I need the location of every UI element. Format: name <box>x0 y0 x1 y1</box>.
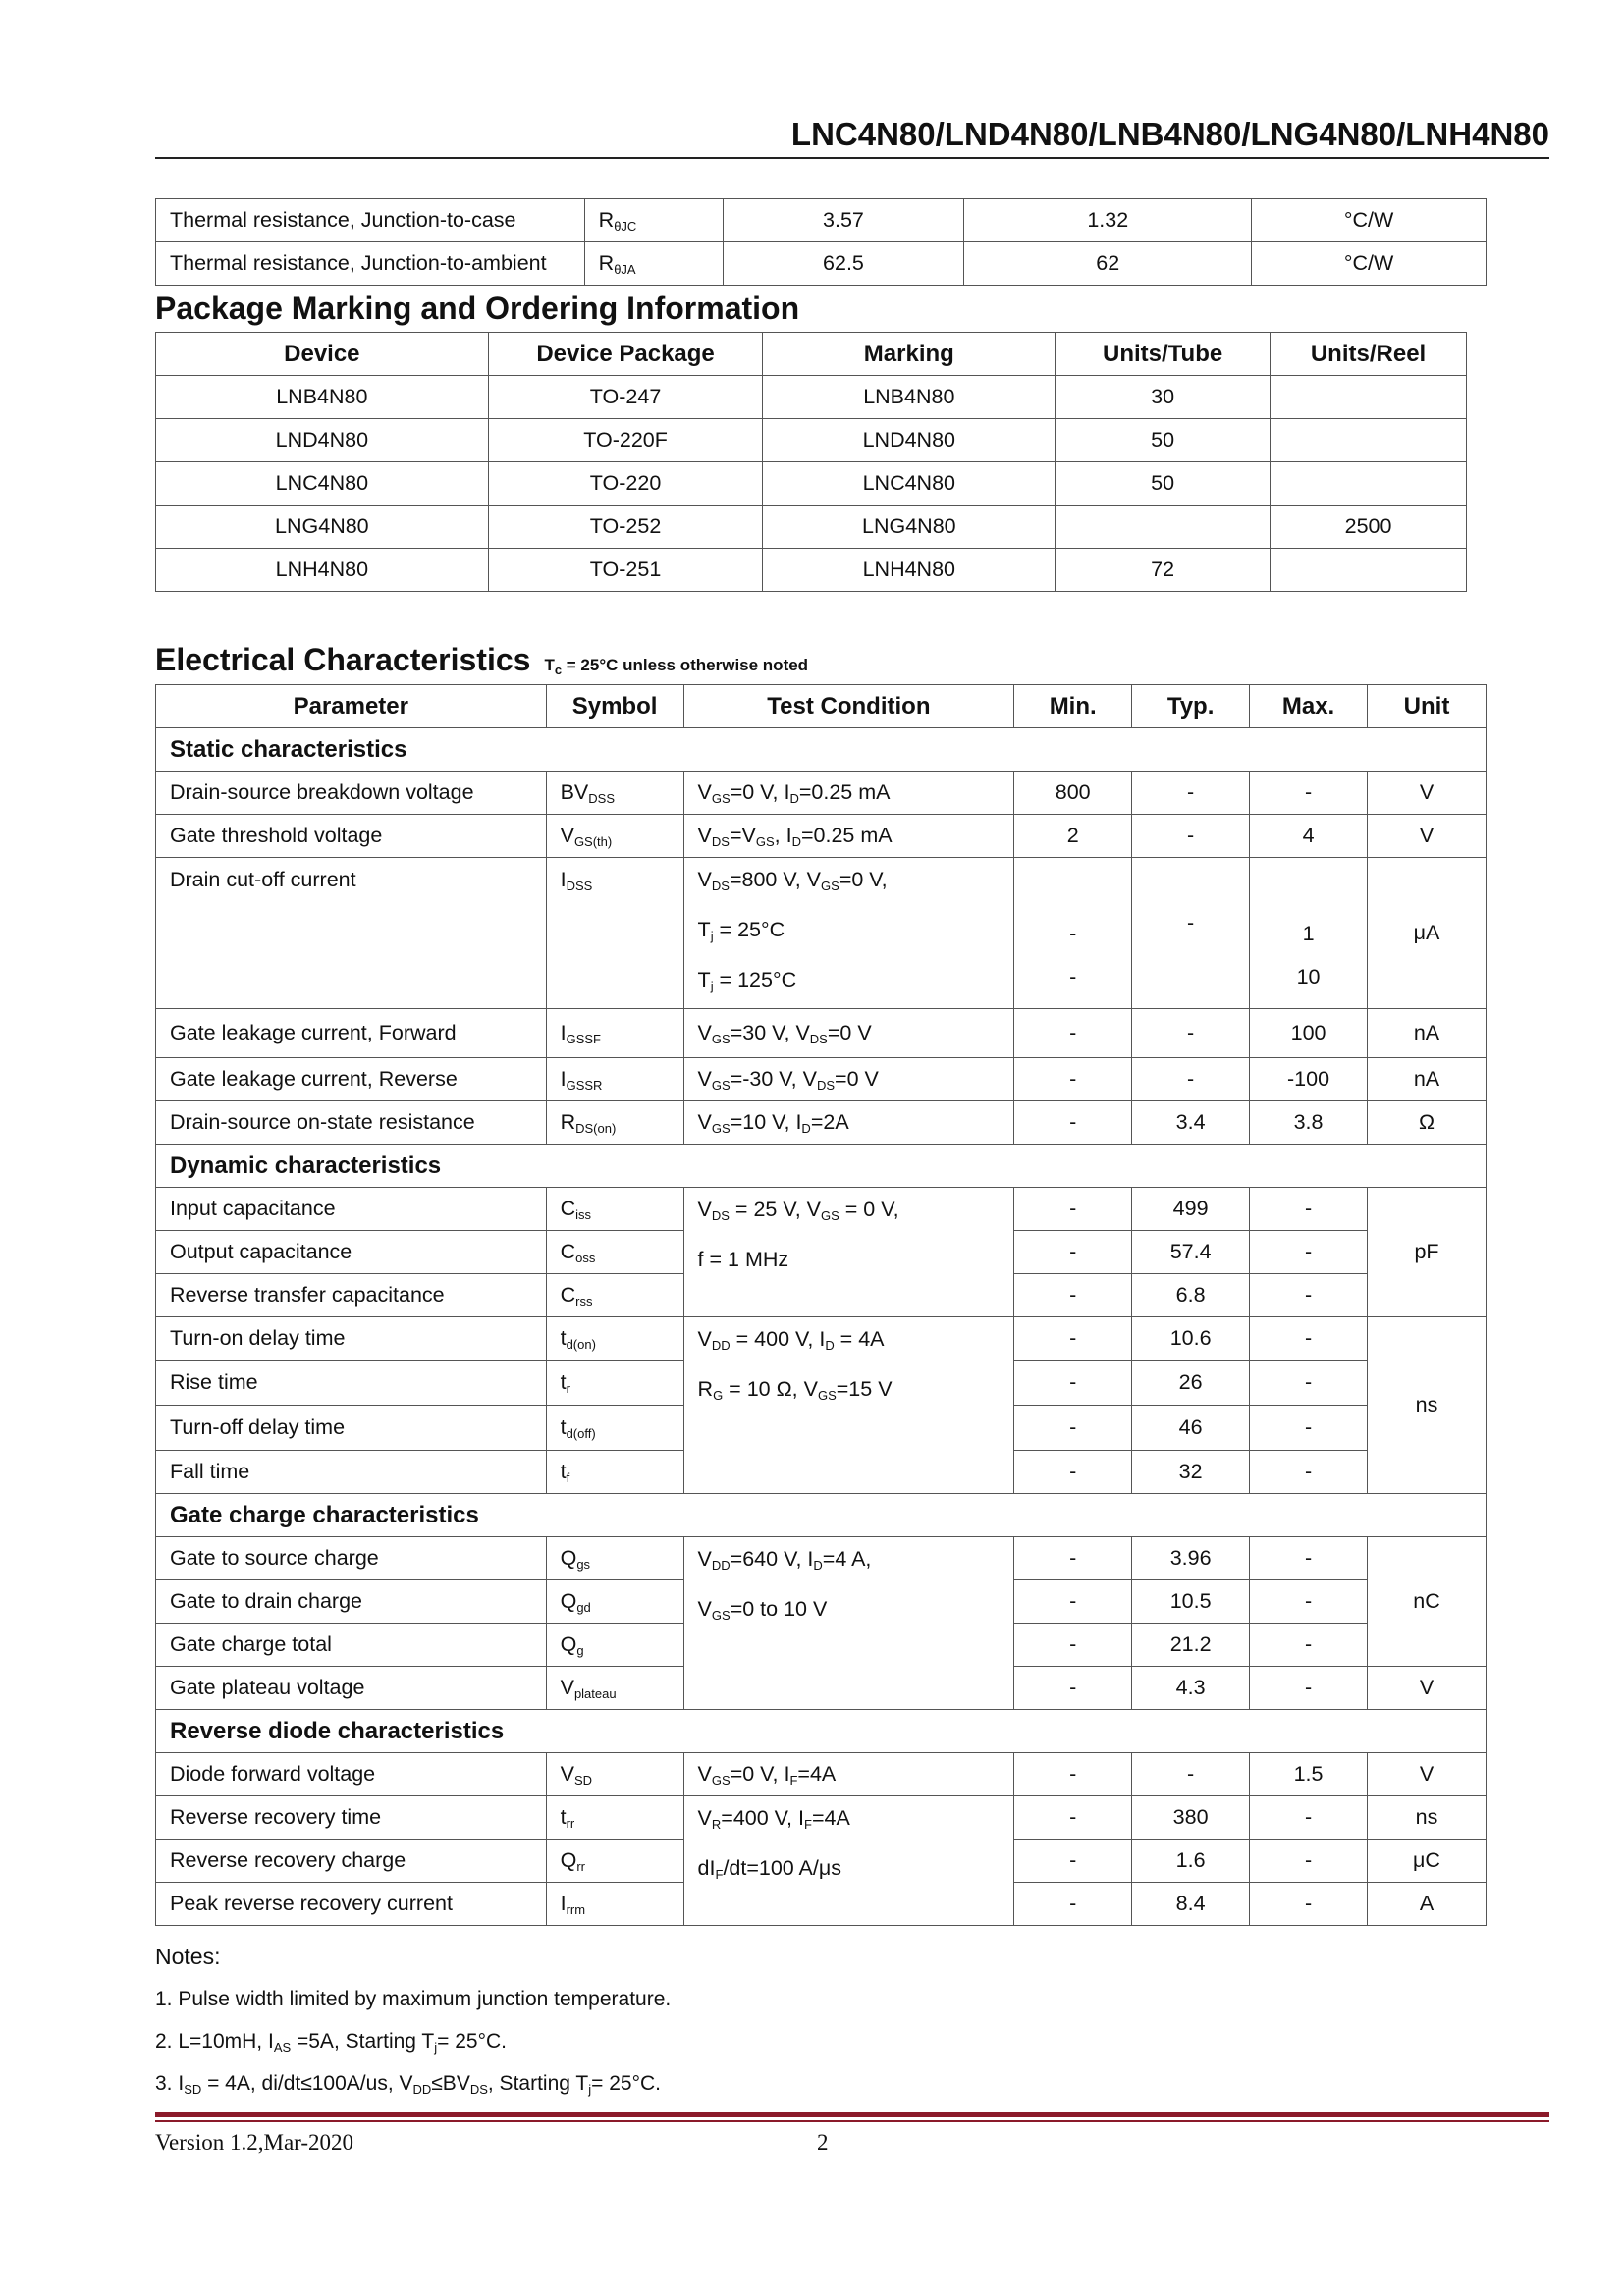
param-cell: Thermal resistance, Junction-to-ambient <box>156 242 585 286</box>
max-cell: - <box>1250 1580 1368 1624</box>
max-cell: - <box>1250 1406 1368 1451</box>
param-cell: Rise time <box>156 1361 547 1406</box>
condition-cell: $V_{DS} = 25$ V, $V_{GS} = 0$ V, f = 1 MHz <box>683 1188 1014 1317</box>
param-cell: Output capacitance <box>156 1231 547 1274</box>
table-row <box>156 815 1487 858</box>
marking-cell: LNH4N80 <box>763 549 1056 592</box>
table-row <box>156 1058 1487 1101</box>
footer-rule-thin <box>155 2120 1549 2122</box>
min-cell: - <box>1014 1667 1132 1710</box>
max-cell: 3.8 <box>1250 1101 1368 1145</box>
condition-cell: $V_{DD}=640$ V, $I_D=4$ A, $V_{GS}=0$ to 10 V <box>683 1537 1014 1710</box>
max-cell: 100 <box>1250 1009 1368 1058</box>
max-cell: - <box>1250 1317 1368 1361</box>
param-cell: Gate leakage current, Forward <box>156 1009 547 1058</box>
table-row <box>156 462 1467 506</box>
unit-cell: °C/W <box>1252 242 1487 286</box>
unit-cell: V <box>1368 1753 1487 1796</box>
symbol-cell: $Q_{gs}$ <box>546 1537 683 1580</box>
table-header-row <box>156 333 1467 376</box>
units-reel-cell <box>1271 376 1467 419</box>
param-cell: Drain-source breakdown voltage <box>156 772 547 815</box>
device-cell: LNC4N80 <box>156 462 489 506</box>
table-row <box>156 1009 1487 1058</box>
table-header-row <box>156 685 1487 728</box>
electrical-condition-note: $T_c = 25^\circ C$ unless otherwise noted <box>544 656 809 677</box>
marking-cell: LNB4N80 <box>763 376 1056 419</box>
min-cell: - <box>1014 1753 1132 1796</box>
min-cell: - - <box>1014 858 1132 1009</box>
units-tube-cell: 30 <box>1056 376 1271 419</box>
symbol-cell: $Q_{rr}$ <box>546 1840 683 1883</box>
units-reel-cell: 2500 <box>1271 506 1467 549</box>
condition-cell: $V_R=400$ V, $I_F=4A$ $dI_F/dt=100$ A/μs <box>683 1796 1014 1926</box>
unit-cell: μC <box>1368 1840 1487 1883</box>
min-cell: - <box>1014 1317 1132 1361</box>
max-cell: 4 <box>1250 815 1368 858</box>
table-row <box>156 419 1467 462</box>
min-cell: 2 <box>1014 815 1132 858</box>
package-cell: TO-252 <box>488 506 763 549</box>
symbol-cell: $C_{oss}$ <box>546 1231 683 1274</box>
max-cell: - <box>1250 1451 1368 1494</box>
min-cell: - <box>1014 1796 1132 1840</box>
max-cell: - <box>1250 1537 1368 1580</box>
param-cell: Drain cut-off current <box>156 858 547 1009</box>
column-header: Units/Reel <box>1271 333 1467 376</box>
section-row <box>156 1710 1487 1753</box>
section-title: Dynamic characteristics <box>156 1145 1487 1188</box>
section-title: Gate charge characteristics <box>156 1494 1487 1537</box>
column-header: Typ. <box>1132 685 1250 728</box>
table-row <box>156 506 1467 549</box>
condition-cell: $V_{GS}=-30$ V, $V_{DS}=0$ V <box>683 1058 1014 1101</box>
units-reel-cell <box>1271 419 1467 462</box>
symbol-cell: $t_r$ <box>546 1361 683 1406</box>
marking-cell: LNG4N80 <box>763 506 1056 549</box>
condition-cell: $V_{GS}=0$ V, $I_D=0.25$ mA <box>683 772 1014 815</box>
column-header: Unit <box>1368 685 1487 728</box>
package-cell: TO-220F <box>488 419 763 462</box>
max-cell: - <box>1250 1231 1368 1274</box>
units-tube-cell <box>1056 506 1271 549</box>
unit-cell: V <box>1368 1667 1487 1710</box>
value-cell: 3.57 <box>723 199 964 242</box>
units-reel-cell <box>1271 462 1467 506</box>
symbol-cell: $Q_{gd}$ <box>546 1580 683 1624</box>
footer-version: Version 1.2,Mar-2020 <box>155 2130 354 2155</box>
symbol-cell: $I_{DSS}$ <box>546 858 683 1009</box>
ordering-title: Package Marking and Ordering Information <box>155 291 800 326</box>
table-row <box>156 772 1487 815</box>
max-cell: - <box>1250 1188 1368 1231</box>
note-2: 2. L=10mH, $I_{AS} =5A$, Starting $T_j= 25^\circ C$. <box>155 2030 508 2055</box>
param-cell: Diode forward voltage <box>156 1753 547 1796</box>
param-cell: Gate to drain charge <box>156 1580 547 1624</box>
unit-cell: °C/W <box>1252 199 1487 242</box>
section-row <box>156 1494 1487 1537</box>
max-cell: 1 10 <box>1250 858 1368 1009</box>
column-header: Parameter <box>156 685 547 728</box>
param-cell: Gate leakage current, Reverse <box>156 1058 547 1101</box>
unit-cell: V <box>1368 772 1487 815</box>
min-cell: - <box>1014 1624 1132 1667</box>
table-row <box>156 1537 1487 1580</box>
min-cell: - <box>1014 1840 1132 1883</box>
condition-cell: $V_{GS}=10$ V, $I_D=2A$ <box>683 1101 1014 1145</box>
param-cell: Input capacitance <box>156 1188 547 1231</box>
typ-cell: 46 <box>1132 1406 1250 1451</box>
unit-cell: pF <box>1368 1188 1487 1317</box>
typ-cell: - <box>1132 858 1250 1009</box>
header-rule <box>155 157 1549 159</box>
param-cell: Reverse transfer capacitance <box>156 1274 547 1317</box>
min-cell: - <box>1014 1274 1132 1317</box>
typ-cell: - <box>1132 1009 1250 1058</box>
typ-cell: 32 <box>1132 1451 1250 1494</box>
column-header: Units/Tube <box>1056 333 1271 376</box>
unit-cell: Ω <box>1368 1101 1487 1145</box>
min-cell: - <box>1014 1058 1132 1101</box>
condition-cell: $V_{DS}=V_{GS}$, $I_D=0.25$ mA <box>683 815 1014 858</box>
electrical-title <box>155 642 808 678</box>
column-header: Max. <box>1250 685 1368 728</box>
max-cell: - <box>1250 1667 1368 1710</box>
symbol-cell: $BV_{DSS}$ <box>546 772 683 815</box>
device-cell: LNH4N80 <box>156 549 489 592</box>
symbol-cell: $C_{rss}$ <box>546 1274 683 1317</box>
footer-rule <box>155 2112 1549 2117</box>
unit-cell: nA <box>1368 1058 1487 1101</box>
min-cell: - <box>1014 1580 1132 1624</box>
unit-cell: A <box>1368 1883 1487 1926</box>
page-header-title: LNC4N80/LND4N80/LNB4N80/LNG4N80/LNH4N80 <box>790 116 1549 152</box>
min-cell: - <box>1014 1537 1132 1580</box>
typ-cell: 8.4 <box>1132 1883 1250 1926</box>
condition-cell: $V_{GS}=30$ V, $V_{DS}=0$ V <box>683 1009 1014 1058</box>
table-row <box>156 1317 1487 1361</box>
symbol-cell: $V_{plateau}$ <box>546 1667 683 1710</box>
section-title: Reverse diode characteristics <box>156 1710 1487 1753</box>
max-cell: - <box>1250 1274 1368 1317</box>
param-cell: Gate threshold voltage <box>156 815 547 858</box>
table-row <box>156 1101 1487 1145</box>
min-cell: - <box>1014 1188 1132 1231</box>
electrical-table <box>155 684 1487 1926</box>
param-cell: Thermal resistance, Junction-to-case <box>156 199 585 242</box>
thermal-table <box>155 198 1487 286</box>
typ-cell: 3.4 <box>1132 1101 1250 1145</box>
column-header: Device Package <box>488 333 763 376</box>
max-cell: 1.5 <box>1250 1753 1368 1796</box>
max-cell: - <box>1250 1361 1368 1406</box>
table-row <box>156 376 1467 419</box>
package-cell: TO-251 <box>488 549 763 592</box>
typ-cell: - <box>1132 772 1250 815</box>
param-cell: Turn-on delay time <box>156 1317 547 1361</box>
column-header: Test Condition <box>683 685 1014 728</box>
min-cell: - <box>1014 1406 1132 1451</box>
footer-page-number: 2 <box>817 2130 829 2155</box>
param-cell: Gate plateau voltage <box>156 1667 547 1710</box>
symbol-cell: $R_{\theta JA}$ <box>584 242 723 286</box>
typ-cell: 3.96 <box>1132 1537 1250 1580</box>
value-cell: 62.5 <box>723 242 964 286</box>
max-cell: - <box>1250 1796 1368 1840</box>
min-cell: - <box>1014 1101 1132 1145</box>
max-cell: - <box>1250 1883 1368 1926</box>
unit-cell: nC <box>1368 1537 1487 1667</box>
symbol-cell: $V_{GS(th)}$ <box>546 815 683 858</box>
note-1: 1. Pulse width limited by maximum junction temperature. <box>155 1988 672 2010</box>
device-cell: LNB4N80 <box>156 376 489 419</box>
value-cell: 62 <box>964 242 1252 286</box>
device-cell: LND4N80 <box>156 419 489 462</box>
min-cell: 800 <box>1014 772 1132 815</box>
typ-cell: 1.6 <box>1132 1840 1250 1883</box>
typ-cell: - <box>1132 815 1250 858</box>
min-cell: - <box>1014 1361 1132 1406</box>
typ-cell: 10.6 <box>1132 1317 1250 1361</box>
table-row <box>156 199 1487 242</box>
section-title: Static characteristics <box>156 728 1487 772</box>
column-header: Min. <box>1014 685 1132 728</box>
column-header: Marking <box>763 333 1056 376</box>
unit-cell: nA <box>1368 1009 1487 1058</box>
electrical-title-text: Electrical Characteristics <box>155 642 531 677</box>
min-cell: - <box>1014 1009 1132 1058</box>
symbol-cell: $t_{d(on)}$ <box>546 1317 683 1361</box>
package-cell: TO-220 <box>488 462 763 506</box>
typ-cell: 499 <box>1132 1188 1250 1231</box>
typ-cell: 380 <box>1132 1796 1250 1840</box>
symbol-cell: $Q_g$ <box>546 1624 683 1667</box>
table-row <box>156 858 1487 1009</box>
param-cell: Reverse recovery time <box>156 1796 547 1840</box>
units-tube-cell: 50 <box>1056 462 1271 506</box>
max-cell: -100 <box>1250 1058 1368 1101</box>
table-row <box>156 1188 1487 1231</box>
min-cell: - <box>1014 1231 1132 1274</box>
section-row <box>156 1145 1487 1188</box>
param-cell: Gate charge total <box>156 1624 547 1667</box>
param-cell: Drain-source on-state resistance <box>156 1101 547 1145</box>
typ-cell: 6.8 <box>1132 1274 1250 1317</box>
value-cell: 1.32 <box>964 199 1252 242</box>
symbol-cell: $t_{rr}$ <box>546 1796 683 1840</box>
typ-cell: 57.4 <box>1132 1231 1250 1274</box>
unit-cell: ns <box>1368 1796 1487 1840</box>
device-cell: LNG4N80 <box>156 506 489 549</box>
max-cell: - <box>1250 772 1368 815</box>
unit-cell: μA <box>1368 858 1487 1009</box>
ordering-table <box>155 332 1467 592</box>
symbol-cell: $C_{iss}$ <box>546 1188 683 1231</box>
symbol-cell: $I_{GSSR}$ <box>546 1058 683 1101</box>
condition-cell: $V_{GS}=0$ V, $I_F=4A$ <box>683 1753 1014 1796</box>
typ-cell: 10.5 <box>1132 1580 1250 1624</box>
section-row <box>156 728 1487 772</box>
param-cell: Fall time <box>156 1451 547 1494</box>
param-cell: Gate to source charge <box>156 1537 547 1580</box>
symbol-cell: $I_{rrm}$ <box>546 1883 683 1926</box>
units-reel-cell <box>1271 549 1467 592</box>
package-cell: TO-247 <box>488 376 763 419</box>
param-cell: Reverse recovery charge <box>156 1840 547 1883</box>
typ-cell: 21.2 <box>1132 1624 1250 1667</box>
min-cell: - <box>1014 1451 1132 1494</box>
unit-cell: V <box>1368 815 1487 858</box>
symbol-cell: $t_f$ <box>546 1451 683 1494</box>
typ-cell: 26 <box>1132 1361 1250 1406</box>
marking-cell: LND4N80 <box>763 419 1056 462</box>
min-cell: - <box>1014 1883 1132 1926</box>
table-row <box>156 1753 1487 1796</box>
param-cell: Peak reverse recovery current <box>156 1883 547 1926</box>
table-row <box>156 242 1487 286</box>
units-tube-cell: 72 <box>1056 549 1271 592</box>
unit-cell: ns <box>1368 1317 1487 1494</box>
symbol-cell: $I_{GSSF}$ <box>546 1009 683 1058</box>
marking-cell: LNC4N80 <box>763 462 1056 506</box>
condition-cell: $V_{DD} = 400$ V, $I_D = 4A$ $R_G = 10$ Ω, $V_{GS}=15$ V <box>683 1317 1014 1494</box>
units-tube-cell: 50 <box>1056 419 1271 462</box>
typ-cell: 4.3 <box>1132 1667 1250 1710</box>
typ-cell: - <box>1132 1753 1250 1796</box>
table-row <box>156 549 1467 592</box>
typ-cell: - <box>1132 1058 1250 1101</box>
column-header: Device <box>156 333 489 376</box>
condition-cell: $V_{DS}=800$ V, $V_{GS}=0$ V, $T_j = 25^\circ C$ $T_j = 125^\circ C$ <box>683 858 1014 1009</box>
notes-title: Notes: <box>155 1944 221 1969</box>
symbol-cell: $R_{DS(on)}$ <box>546 1101 683 1145</box>
symbol-cell: $R_{\theta JC}$ <box>584 199 723 242</box>
note-3: 3. $I_{SD} = 4A$, di/dt≤100A/us, $V_{DD}\le BV_{DS}$, Starting $T_j= 25^\circ C$. <box>155 2072 661 2097</box>
param-cell: Turn-off delay time <box>156 1406 547 1451</box>
column-header: Symbol <box>546 685 683 728</box>
max-cell: - <box>1250 1840 1368 1883</box>
max-cell: - <box>1250 1624 1368 1667</box>
table-row <box>156 1796 1487 1840</box>
symbol-cell: $V_{SD}$ <box>546 1753 683 1796</box>
symbol-cell: $t_{d(off)}$ <box>546 1406 683 1451</box>
